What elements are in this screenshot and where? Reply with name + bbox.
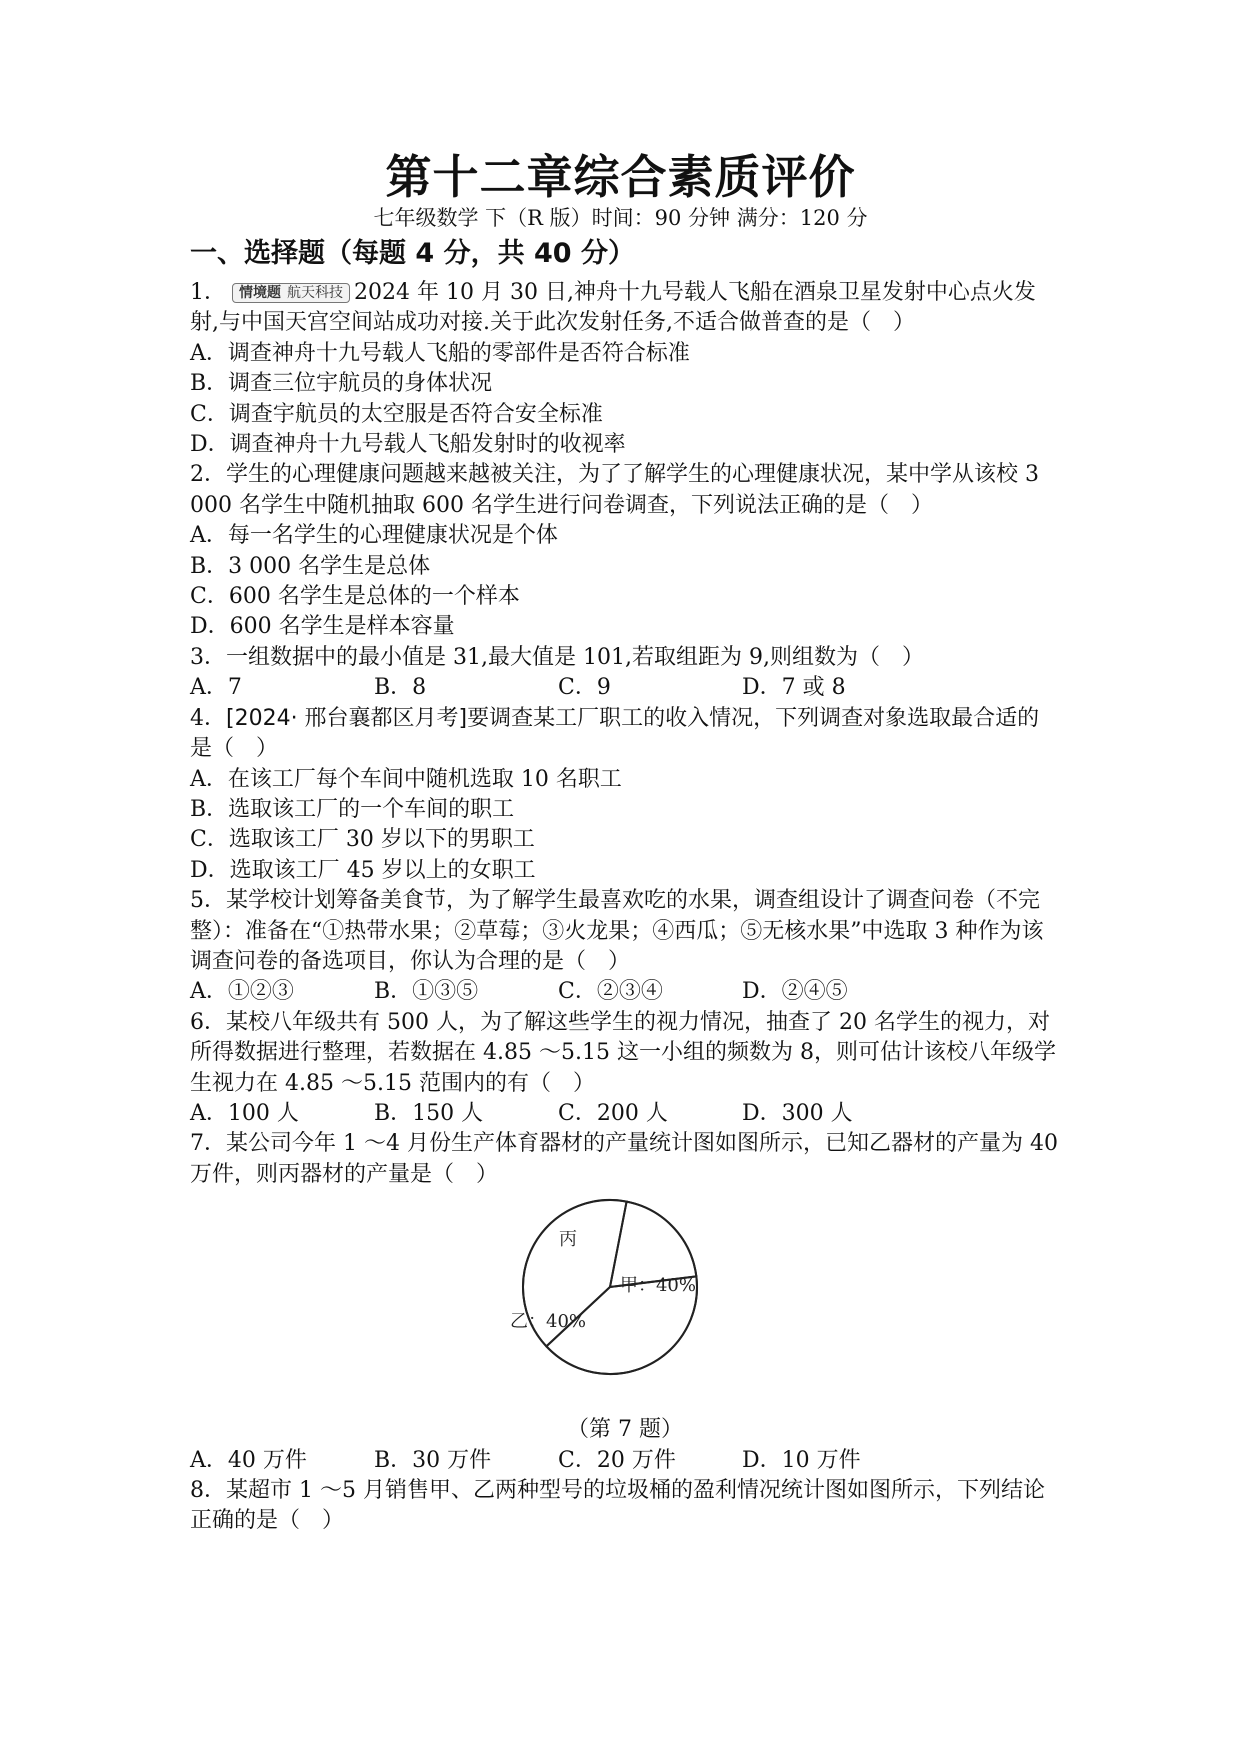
option: A．调查神舟十九号载人飞船的零部件是否符合标准 bbox=[190, 340, 690, 366]
option: D．600 名学生是样本容量 bbox=[190, 614, 455, 640]
option: D．7 或 8 bbox=[742, 675, 846, 701]
exam-info: 七年级数学 下（R 版）时间：90 分钟 满分：120 分 bbox=[373, 206, 868, 230]
pie-chart-figure bbox=[190, 1190, 1060, 1415]
option: D．300 人 bbox=[742, 1100, 853, 1126]
tag-topic: 航天科技 bbox=[287, 285, 343, 301]
figure-caption: （第 7 题） bbox=[567, 1417, 683, 1443]
source-note: [2024· 邢台襄都区月考] bbox=[226, 705, 468, 731]
tag-label: 情境题 bbox=[239, 285, 281, 301]
option: C．9 bbox=[558, 675, 611, 701]
pie-chart bbox=[509, 1194, 720, 1384]
question-text: 3．一组数据中的最小值是 31,最大值是 101,若取组距为 9,则组数为（ ） bbox=[190, 644, 924, 670]
option: C．②③④ bbox=[558, 979, 663, 1005]
question-8 bbox=[190, 1476, 1060, 1537]
pie-label-乙: 乙：40% bbox=[509, 1311, 587, 1333]
option: D．10 万件 bbox=[742, 1447, 861, 1473]
question-text: 要调查某工厂职工的收入情况，下列调查对象选取最合适的是（ ） bbox=[190, 705, 1040, 762]
option: C．200 人 bbox=[558, 1100, 668, 1126]
context-tag bbox=[232, 283, 350, 303]
question-4-stem bbox=[190, 704, 1060, 765]
pie-label-甲: 甲：40% bbox=[619, 1275, 697, 1297]
question-text: 5．某学校计划筹备美食节，为了解学生最喜欢吃的水果，调查组设计了调查问卷（不完整）：准备在“①热带水果；②草莓；③火龙果；④西瓜；⑤无核水果”中选取 3 种作为该调查问卷的备选项目，你认为合理的是（ ） bbox=[190, 888, 1044, 974]
option: B．选取该工厂的一个车间的职工 bbox=[190, 796, 515, 822]
option: D．调查神舟十九号载人飞船发射时的收视率 bbox=[190, 432, 626, 458]
question-1-stem bbox=[190, 278, 1060, 339]
option: B．30 万件 bbox=[374, 1447, 492, 1473]
option: A．在该工厂每个车间中随机选取 10 名职工 bbox=[190, 766, 622, 792]
option: A．40 万件 bbox=[190, 1447, 307, 1473]
question-2 bbox=[190, 460, 1060, 642]
question-1 bbox=[190, 278, 1060, 460]
question-text: 7．某公司今年 1 ～4 月份生产体育器材的产量统计图如图所示，已知乙器材的产量为 40 万件，则丙器材的产量是（ ） bbox=[190, 1131, 1058, 1187]
page-title: 第十二章综合素质评价 bbox=[385, 150, 856, 204]
option: A．每一名学生的心理健康状况是个体 bbox=[190, 523, 558, 549]
options-row bbox=[190, 1099, 1060, 1129]
question-number: 4． bbox=[190, 705, 226, 731]
question-3 bbox=[190, 643, 1060, 704]
option: B．3 000 名学生是总体 bbox=[190, 553, 431, 579]
section-heading: 一、选择题（每题 4 分，共 40 分） bbox=[190, 238, 635, 269]
option: D．选取该工厂 45 岁以上的女职工 bbox=[190, 857, 536, 883]
question-4 bbox=[190, 704, 1060, 886]
option: C．20 万件 bbox=[558, 1447, 676, 1473]
question-5 bbox=[190, 886, 1060, 1008]
option: B．150 人 bbox=[374, 1100, 484, 1126]
question-text: 8．某超市 1 ～5 月销售甲、乙两种型号的垃圾桶的盈利情况统计图如图所示，下列结论正确的是（ ） bbox=[190, 1478, 1045, 1534]
options-row bbox=[190, 1446, 1060, 1476]
question-text: 6．某校八年级共有 500 人，为了解这些学生的视力情况，抽查了 20 名学生的视力，对所得数据进行整理，若数据在 4.85 ～5.15 这一小组的频数为 8，则可估计该校八年级学生视力在 4.85 ～5.15 范围内的有（ ） bbox=[190, 1009, 1056, 1096]
pie-label-丙: 丙 bbox=[559, 1229, 577, 1251]
option: B．调查三位宇航员的身体状况 bbox=[190, 371, 493, 397]
question-text: 2024 年 10 月 30 日,神舟十九号载人飞船在酒泉卫星发射中心点火发射,与中国天宫空间站成功对接.关于此次发射任务,不适合做普查的是（ ） bbox=[190, 280, 1036, 336]
option: C．600 名学生是总体的一个样本 bbox=[190, 584, 520, 610]
option: D．②④⑤ bbox=[742, 979, 848, 1005]
question-number: 1． bbox=[190, 280, 226, 305]
option: A．100 人 bbox=[190, 1100, 299, 1126]
option: C．调查宇航员的太空服是否符合安全标准 bbox=[190, 401, 603, 427]
option: A．①②③ bbox=[190, 979, 294, 1005]
question-list bbox=[190, 278, 1060, 1537]
options-row bbox=[190, 673, 1060, 703]
question-text: 2．学生的心理健康问题越来越被关注，为了了解学生的心理健康状况，某中学从该校 3 000 名学生中随机抽取 600 名学生进行问卷调查，下列说法正确的是（ ） bbox=[190, 462, 1039, 518]
option: B．①③⑤ bbox=[374, 979, 479, 1005]
option: A．7 bbox=[190, 675, 242, 701]
option: B．8 bbox=[374, 675, 427, 701]
options-row bbox=[190, 977, 1060, 1007]
question-6 bbox=[190, 1008, 1060, 1130]
option: C．选取该工厂 30 岁以下的男职工 bbox=[190, 827, 535, 853]
question-7 bbox=[190, 1129, 1060, 1476]
